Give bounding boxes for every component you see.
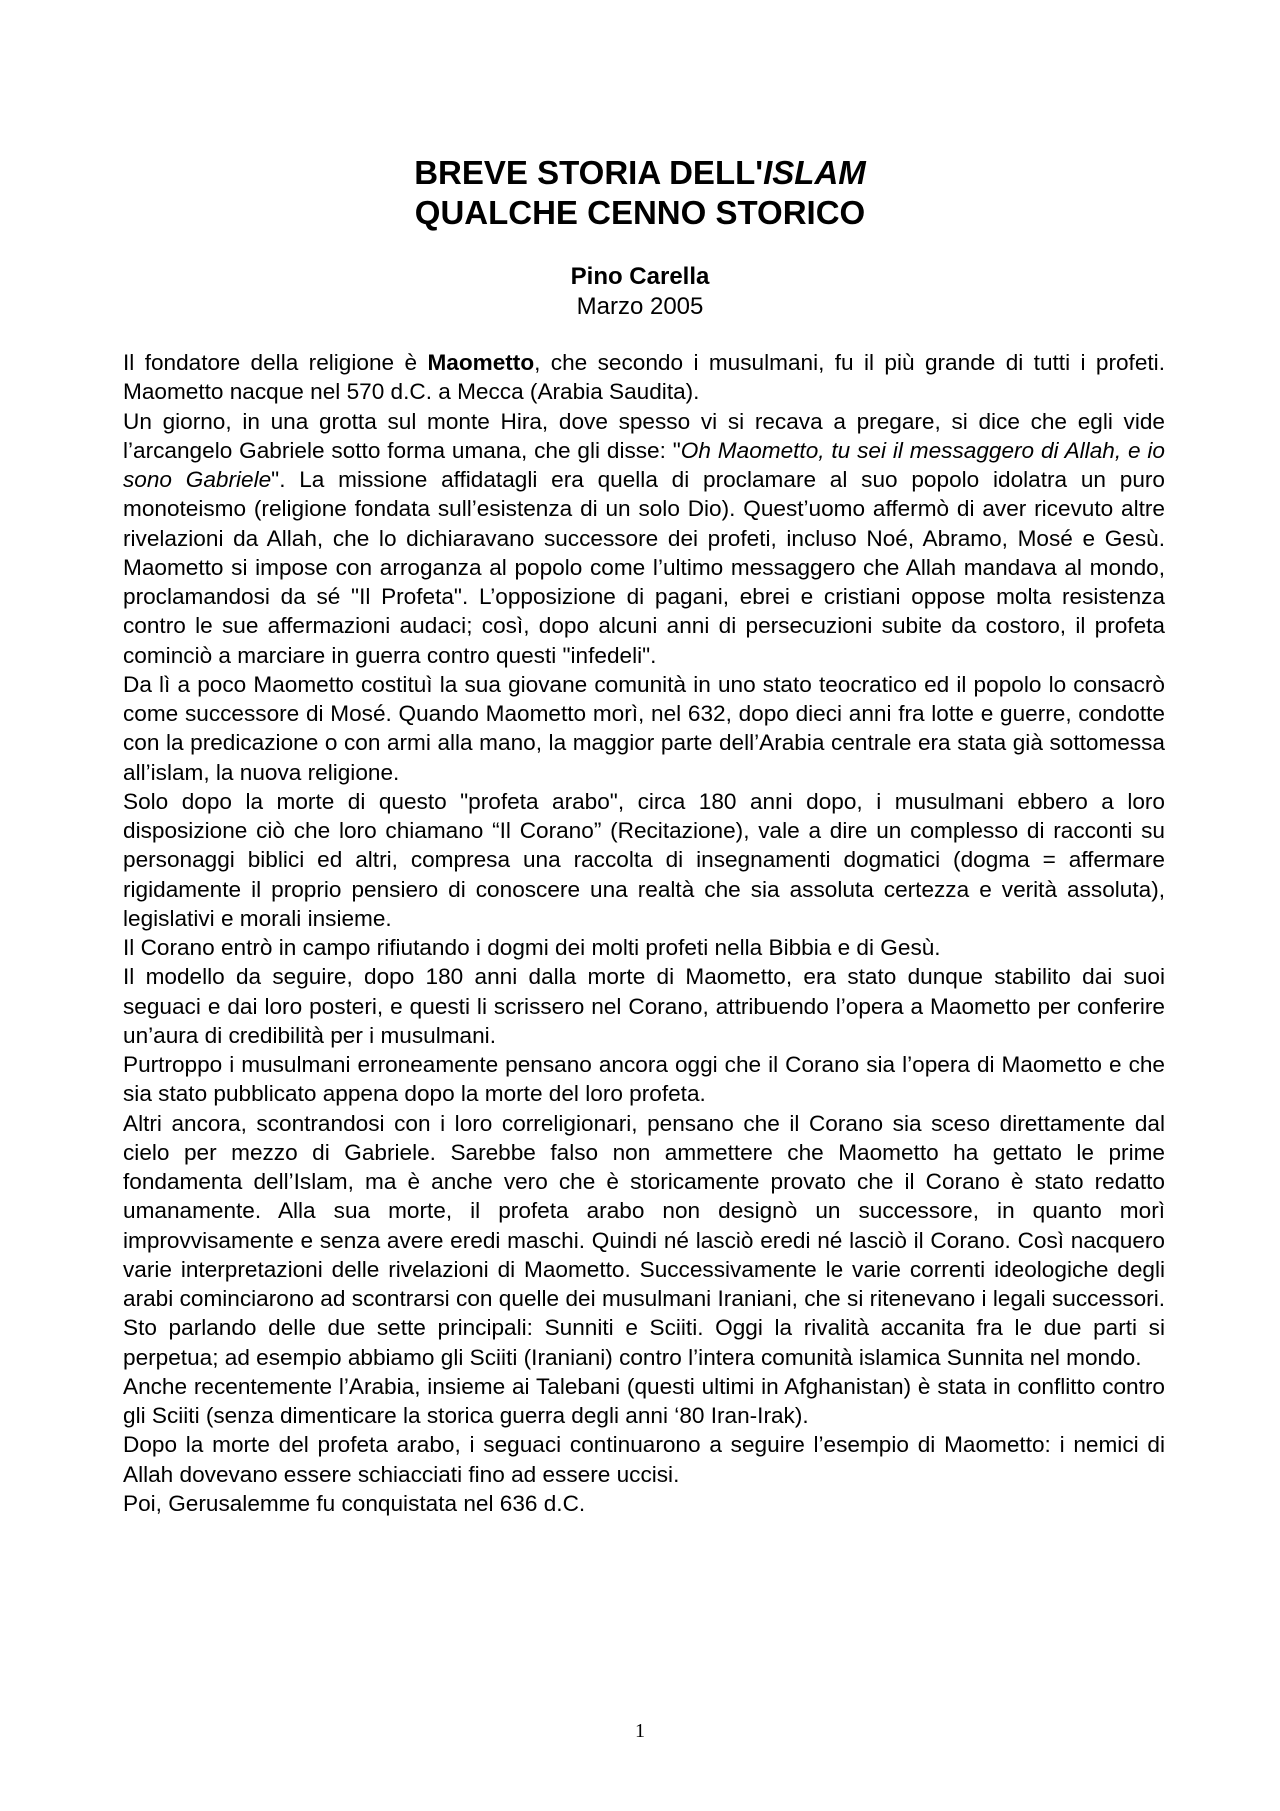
text-run: Il fondatore della religione è: [123, 350, 428, 375]
publication-date: Marzo 2005: [576, 293, 704, 320]
paragraph: Solo dopo la morte di questo "profeta arabo", circa 180 anni dopo, i musulmani ebbero a loro disposizione ciò che loro chiamano “Il Corano” (Recitazione), vale a dire un complesso di racconti su personaggi biblici ed altri, compresa una raccolta di insegnamenti dogmatici (dogma = affermare rigidamente il proprio pensiero di conoscere una realtà che sia assoluta certezza e verità assoluta), legislativi e morali insieme.: [123, 788, 1165, 931]
author-name: Pino Carella: [570, 263, 710, 290]
paragraph: Purtroppo i musulmani erroneamente pensano ancora oggi che il Corano sia l’opera di Maometto e che sia stato pubblicato appena dopo la morte del loro profeta.: [123, 1052, 1165, 1107]
body-text: [123, 348, 1165, 1518]
paragraph: Dopo la morte del profeta arabo, i seguaci continuarono a seguire l’esempio di Maometto: i nemici di Allah dovevano essere schiacciati fino ad essere uccisi.: [123, 1432, 1165, 1487]
bold-text: Maometto: [427, 350, 535, 375]
document-title-line-2: QUALCHE CENNO STORICO: [414, 194, 866, 231]
paragraph: Poi, Gerusalemme fu conquistata nel 636 d.C.: [123, 1490, 586, 1516]
paragraph: Da lì a poco Maometto costituì la sua giovane comunità in uno stato teocratico ed il popolo lo consacrò come successore di Mosé. Quando Maometto morì, nel 632, dopo dieci anni fra lotte e guerre, condotte con la predicazione o con armi alla mano, la maggior parte dell’Arabia centrale era stata già sottomessa all’islam, la nuova religione.: [123, 671, 1165, 785]
paragraph: Il Corano entrò in campo rifiutando i dogmi dei molti profeti nella Bibbia e di Gesù.: [123, 935, 941, 960]
text-run: Un giorno, in una grotta sul monte Hira, dove spesso vi si recava a pregare, si dice che egli vide l’arcangelo Gabriele sotto forma umana, che gli disse: ": [123, 408, 1165, 463]
italic-quote: Oh Maometto, tu sei il messaggero di Allah, e io sono Gabriele: [123, 437, 1165, 492]
paragraph: Il modello da seguire, dopo 180 anni dalla morte di Maometto, era stato dunque stabilito dai suoi seguaci e dai loro posteri, e questi li scrissero nel Corano, attribuendo l’opera a Maometto per conferire un’aura di credibilità per i musulmani.: [123, 964, 1165, 1048]
paragraph: Anche recentemente l’Arabia, insieme ai Talebani (questi ultimi in Afghanistan) è stata in conflitto contro gli Sciiti (senza dimenticare la storica guerra degli anni ‘80 Iran-Irak).: [123, 1373, 1165, 1428]
paragraph: Altri ancora, scontrandosi con i loro correligionari, pensano che il Corano sia sceso direttamente dal cielo per mezzo di Gabriele. Sarebbe falso non ammettere che Maometto ha gettato le prime fondamenta dell’Islam, ma è anche vero che è storicamente provato che il Corano è stato redatto umanamente. Alla sua morte, il profeta arabo non designò un successore, in quanto morì improvvisamente e senza avere eredi maschi. Quindi né lasciò eredi né lasciò il Corano. Così nacquero varie interpretazioni delle rivelazioni di Maometto. Successivamente le varie correnti ideologiche degli arabi cominciarono ad scontrarsi con quelle dei musulmani Iraniani, che si ritenevano i legali successori. Sto parlando delle due sette principali: Sunniti e Sciiti. Oggi la rivalità accanita fra le due parti si perpetua; ad esempio abbiamo gli Sciiti (Iraniani) contro l’intera comunità islamica Sunnita nel mondo.: [123, 1110, 1165, 1370]
document-title-line-1: [0, 153, 1280, 193]
text-run: , che secondo i musulmani, fu il più grande di tutti i profeti. Maometto nacque nel 570 d.C. a Mecca (Arabia Saudita).: [123, 350, 1165, 405]
paragraph: [123, 407, 1165, 670]
title-text: BREVE STORIA DELL': [414, 154, 764, 191]
title-italic-word: ISLAM: [763, 154, 866, 191]
paragraph: [123, 348, 1165, 407]
page-number: 1: [635, 1720, 645, 1742]
text-run: ". La missione affidatagli era quella di proclamare al suo popolo idolatra un puro monoteismo (religione fondata sull’esistenza di un solo Dio). Quest’uomo affermò di aver ricevuto altre rivelazioni da Allah, che lo dichiaravano successore dei profeti, incluso Noé, Abramo, Mosé e Gesù. Maometto si impose con arroganza al popolo come l’ultimo messaggero che Allah mandava al mondo, proclamandosi da sé "Il Profeta". L’opposizione di pagani, ebrei e cristiani oppose molta resistenza contro le sue affermazioni audaci; così, dopo alcuni anni di persecuzioni subite da costoro, il profeta cominciò a marciare in guerra contro questi "infedeli".: [123, 467, 1165, 668]
